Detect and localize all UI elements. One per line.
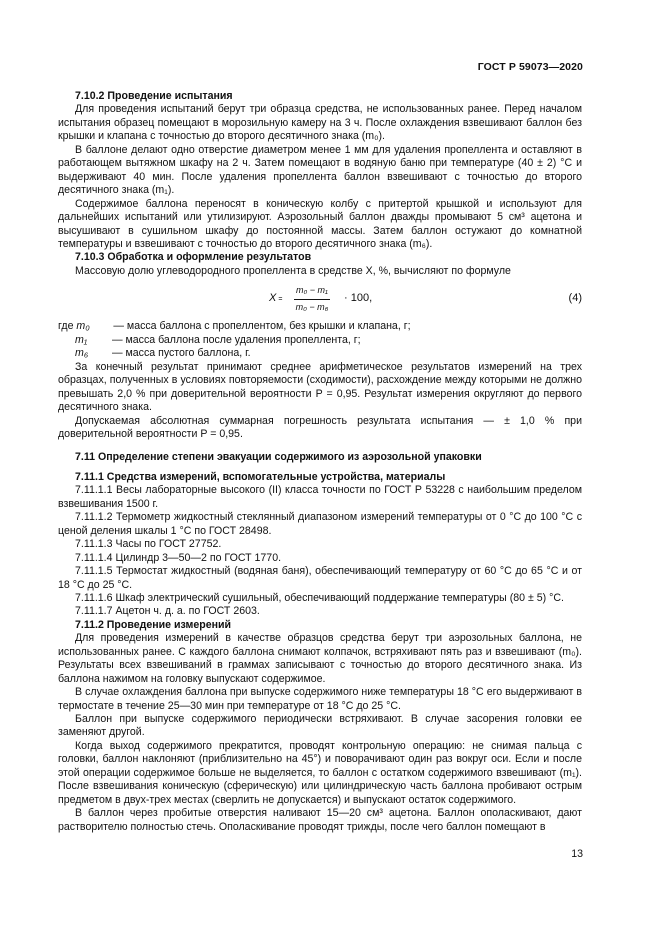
paragraph: Для проведения измерений в качестве образцов средства берут три аэрозольных баллона, не использованных ранее. С каждого баллона снимают колпачок, встряхивают пять раз и взвешивают (m₀). Результаты всех взвешиваний в граммах записывают с точностью до второго десятичного знака. Из баллона нажимом на головку выпускают содержимое. <box>58 632 582 685</box>
list-item: 7.11.1.4 Цилиндр 3—50—2 по ГОСТ 1770. <box>75 551 282 564</box>
section-heading-7-10-3: 7.10.3 Обработка и оформление результатов <box>75 251 312 264</box>
section-heading-7-10-2: 7.10.2 Проведение испытания <box>75 90 233 102</box>
paragraph: Массовую долю углеводородного пропеллента в средстве X, %, вычисляют по формуле <box>75 264 511 277</box>
section-heading-7-11: 7.11 Определение степени эвакуации содержимого из аэрозольной упаковки <box>75 451 482 464</box>
legend-item: m₁ — масса баллона после удаления пропеллента, г; <box>75 333 361 346</box>
formula-multiplier: · 100, <box>344 292 373 305</box>
legend-item: m₆ — масса пустого баллона, г. <box>75 347 251 360</box>
formula-equals: = <box>278 296 283 304</box>
list-item: 7.11.1.1 Весы лабораторные высокого (II) класса точности по ГОСТ Р 53228 с наибольшим пределом взвешивания 1500 г. <box>58 484 582 510</box>
paragraph: В баллоне делают одно отверстие диаметром менее 1 мм для удаления пропеллента и оставляют в работающем вытяжном шкафу на 2 ч. Затем помещают в водяную баню при температуре (40 ± 2) °С и выдерживают 40 мин. После удаления пропеллента баллон взвешивают с точностью до второго десятичного знака (m₁). <box>58 143 582 197</box>
legend-item: где m₀ — масса баллона с пропеллентом, без крышки и клапана, г; <box>58 320 411 333</box>
list-item: 7.11.1.6 Шкаф электрический сушильный, обеспечивающий поддержание температуры (80 ± 5) °С. <box>75 591 564 604</box>
formula-denominator: m₀ − m₆ <box>295 301 329 312</box>
paragraph: В случае охлаждения баллона при выпуске содержимого ниже температуры 18 °С его выдерживают в термостате в течение 25—30 мин при температуре от 18 °С до 25 °С. <box>58 686 582 712</box>
formula-lhs: X = <box>269 292 283 305</box>
page-number: 13 <box>571 848 583 860</box>
formula-numerator: m₀ − m₁ <box>294 284 330 299</box>
section-heading-7-11-1: 7.11.1 Средства измерений, вспомогательные устройства, материалы <box>75 470 446 483</box>
formula-fraction <box>294 284 330 314</box>
list-item: 7.11.1.7 Ацетон ч. д. а. по ГОСТ 2603. <box>75 605 260 618</box>
paragraph: Баллон при выпуске содержимого периодически встряхивают. В случае засорения головки ее заменяют другой. <box>58 713 582 739</box>
standard-designation: ГОСТ Р 59073—2020 <box>477 61 583 73</box>
paragraph: За конечный результат принимают среднее арифметическое результатов измерений на трех образцах, полученных в условиях повторяемости (сходимости), расхождение между которыми не должно превышать 2,0 % при доверительной вероятности P = 0,95. Результат измерения округляют до первого десятичного знака. <box>58 360 582 414</box>
list-item: 7.11.1.3 Часы по ГОСТ 27752. <box>75 538 222 551</box>
formula-4 <box>58 282 582 316</box>
paragraph: Содержимое баллона переносят в коническую колбу с притертой крышкой и используют для дальнейших испытаний или утилизируют. Аэрозольный баллон дважды промывают 5 см³ ацетона и высушивают в сушильном шкафу до постоянной массы. Затем баллон остужают до комнатной температуры и взвешивают с точностью до второго десятичного знака (m₆). <box>58 197 582 250</box>
document-body <box>58 90 582 834</box>
paragraph: Когда выход содержимого прекратится, проводят контрольную операцию: не снимая пальца с головки, баллон наклоняют (приблизительно на 45°) и поворачивают один раз вокруг оси. Если и после этой операции содержимое больше не выделяется, то баллон с остатком содержимого взвешивают (m₁). После взвешивания коническую (сферическую) или цилиндрическую часть баллона пробивают острым предметом в двух-трех местах (сверлить не допускается) и выпускают остаток содержимого. <box>58 739 582 806</box>
section-heading-7-11-2: 7.11.2 Проведение измерений <box>75 618 232 631</box>
paragraph: Для проведения испытаний берут три образца средства, не использованных ранее. Перед началом испытания образец помещают в морозильную камеру на 3 ч. После охлаждения взвешивают баллон без крышки и клапана с точностью до второго десятичного знака (m₀). <box>58 103 582 143</box>
list-item: 7.11.1.5 Термостат жидкостный (водяная баня), обеспечивающий температуру от 60 °С до 65 °С и от 18 °С до 25 °С. <box>58 565 582 591</box>
paragraph: В баллон через пробитые отверстия наливают 15—20 см³ ацетона. Баллон ополаскивают, дают растворителю полностью стечь. Ополаскивание проводят трижды, после чего баллон помещают в <box>58 807 582 833</box>
formula-number: (4) <box>568 292 582 305</box>
list-item: 7.11.1.2 Термометр жидкостный стеклянный диапазоном измерений температуры от 0 °С до 100 °С с ценой деления шкалы 1 °С по ГОСТ 28498. <box>58 511 582 537</box>
paragraph: Допускаемая абсолютная суммарная погрешность результата испытания — ± 1,0 % при доверительной вероятности P = 0,95. <box>58 414 582 440</box>
